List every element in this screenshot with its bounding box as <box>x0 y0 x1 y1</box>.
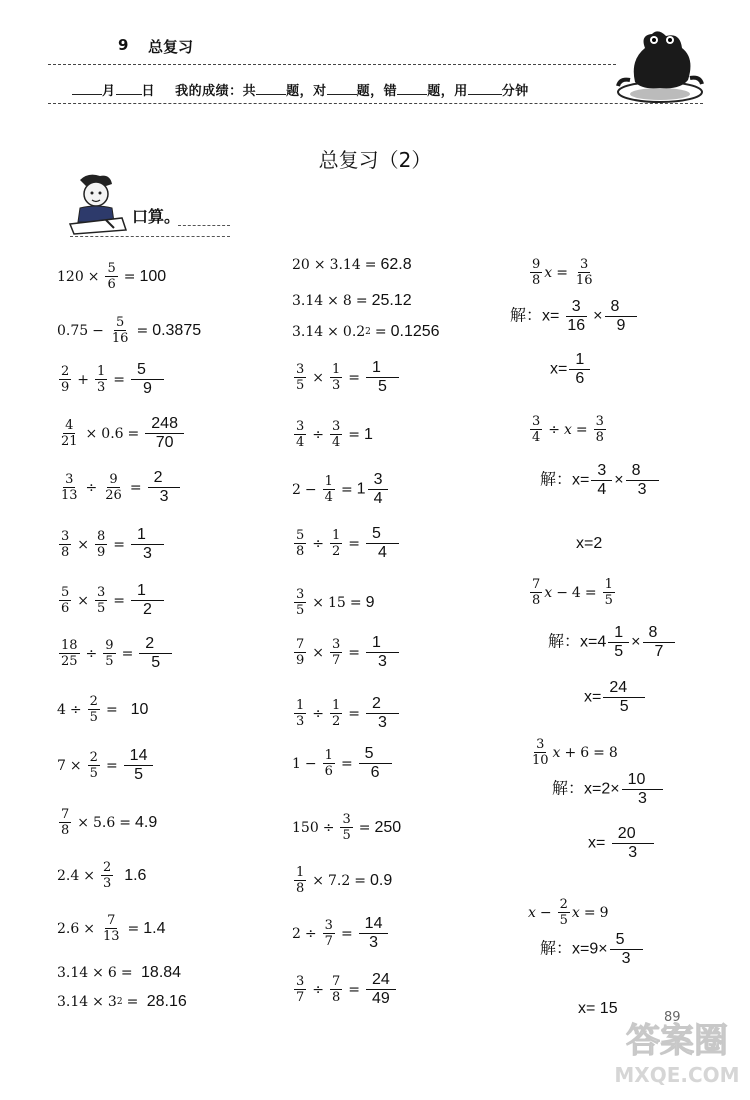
section-label-oral-calc: 口算。 <box>132 207 181 226</box>
eq2-result <box>576 536 602 552</box>
answer: 18.84 <box>141 964 182 981</box>
score-prefix: 我的成绩：共 <box>175 84 257 99</box>
score-correct-label: 题，对 <box>286 84 327 99</box>
col1-problem-10: 7 × $\frac{2}{5}$ = $\frac{14}{5}$ <box>57 748 155 783</box>
col1-problem-12: 2.4 × $\frac{2}{3}$ 1.6 <box>57 860 147 891</box>
eq3-equation: $\frac{7}{8}$ x − 4 = $\frac{1}{5}$ <box>532 577 613 608</box>
page-title: 总复习（2） <box>318 148 432 172</box>
answer: 1.6 <box>124 866 147 884</box>
answer: 0.9 <box>370 871 393 889</box>
solve-label: 解： <box>552 780 585 798</box>
col1-problem-3: $\frac{2}{9}$ + $\frac{1}{3}$ = $\frac{5}{9}$ <box>57 362 166 397</box>
col2-problem-14: 2 ÷ $\frac{3}{7}$ = $\frac{14}{3}$ <box>292 916 390 951</box>
answer: 1.4 <box>143 919 166 937</box>
solve-label: 解： <box>540 471 573 489</box>
eq4-step: 解：x=2× $\frac{10}{3}$ <box>552 772 665 807</box>
col2-problem-3: 3.14 × 0.2 2 = 0.1256 <box>292 323 440 340</box>
eq2-equation: $\frac{3}{4}$ ÷ x = $\frac{3}{8}$ <box>532 414 604 445</box>
eq1-equation: $\frac{9}{8}$ x = $\frac{3}{16}$ <box>532 257 593 288</box>
col1-problem-15: 3.14 × 3 2 = 28.16 <box>57 993 187 1010</box>
answer: 0.3875 <box>152 321 202 339</box>
eq5-result: x= 15 <box>578 1000 618 1017</box>
answer: 100 <box>139 267 167 285</box>
svg-text:答案圈: 答案圈 <box>626 1021 728 1061</box>
answer: 9 <box>365 593 375 611</box>
col1-problem-5: $\frac{3}{13}$ ÷ $\frac{9}{26}$ = $\frac{2}{3}$ <box>57 470 182 505</box>
eq5-equation: x − $\frac{2}{5}$ x = 9 <box>528 897 609 928</box>
answer: 62.8 <box>380 256 412 273</box>
eq2-result-text: x=2 <box>576 535 603 552</box>
watermark-logo <box>612 1010 742 1092</box>
section-underline <box>70 236 230 237</box>
solve-label: 解： <box>510 307 543 325</box>
chapter-title: 总复习 <box>148 38 194 56</box>
eq4-equation: $\frac{3}{10}$ x + 6 = 8 <box>532 737 618 768</box>
col2-problem-2: 3.14 × 8 = 25.12 <box>292 292 412 309</box>
col2-problem-12: 150 ÷ $\frac{3}{5}$ = 250 <box>292 812 402 843</box>
answer: 28.16 <box>146 993 187 1010</box>
eq1-step: 解：x= $\frac{3}{16}$ × $\frac{8}{9}$ <box>510 299 639 334</box>
col1-problem-9: 4 ÷ $\frac{2}{5}$ = 10 <box>57 694 149 725</box>
answer: 1 <box>364 425 373 443</box>
score-line <box>72 80 529 99</box>
eq4-result: x= $\frac{20}{3}$ <box>588 826 656 861</box>
solve-label: 解： <box>540 940 573 958</box>
col1-problem-8: $\frac{18}{25}$ ÷ $\frac{9}{5}$ = $\frac{2}{5}$ <box>57 636 174 671</box>
eq5-step: 解：x=9× $\frac{5}{3}$ <box>540 932 645 967</box>
answer: 250 <box>374 818 402 836</box>
header-dashed-rule <box>48 64 616 65</box>
header-bottom-rule <box>48 103 703 104</box>
col1-problem-7: $\frac{5}{6}$ × $\frac{3}{5}$ = $\frac{1}{2}$ <box>57 583 166 618</box>
chapter-number: 9 <box>118 36 129 54</box>
score-wrong-label: 题，错 <box>356 84 398 99</box>
col2-problem-9: $\frac{7}{9}$ × $\frac{3}{7}$ = $\frac{1}{3}$ <box>292 635 401 670</box>
eq2-step: 解：x= $\frac{3}{4}$ × $\frac{8}{3}$ <box>540 463 661 498</box>
col1-problem-6: $\frac{3}{8}$ × $\frac{8}{9}$ = $\frac{1}{3}$ <box>57 527 166 562</box>
col2-problem-5: $\frac{3}{4}$ ÷ $\frac{3}{4}$ = 1 <box>296 419 373 450</box>
solve-label: 解： <box>548 633 581 651</box>
score-time-label: 题，用 <box>427 84 468 99</box>
col1-problem-13: 2.6 × $\frac{7}{13}$ = 1.4 <box>57 913 166 944</box>
answer: 0.1256 <box>390 323 440 340</box>
col2-problem-7: $\frac{5}{8}$ ÷ $\frac{1}{2}$ = $\frac{5}{4}$ <box>292 526 401 561</box>
col1-problem-14: 3.14 × 6 = 18.84 <box>57 964 182 981</box>
col2-problem-6: 2 − $\frac{1}{4}$ = 1 $\frac{3}{4}$ <box>292 472 390 507</box>
boy-writing-icon <box>66 172 128 238</box>
col2-problem-4: $\frac{3}{5}$ × $\frac{1}{3}$ = $\frac{1}{5}$ <box>292 360 401 395</box>
col2-problem-10: $\frac{1}{3}$ ÷ $\frac{1}{2}$ = $\frac{2}{3}$ <box>292 696 401 731</box>
col1-problem-11: $\frac{7}{8}$ × 5.6 = 4.9 <box>61 807 158 838</box>
section-dashed-line <box>178 225 230 226</box>
col2-problem-1: 20 × 3.14 = 62.8 <box>292 256 412 273</box>
score-minutes-label: 分钟 <box>501 84 529 99</box>
col2-problem-15: $\frac{3}{7}$ ÷ $\frac{7}{8}$ = $\frac{24}{49}$ <box>292 972 398 1007</box>
svg-text:MXQE.COM: MXQE.COM <box>614 1063 740 1087</box>
score-day: 日 <box>141 84 156 99</box>
page-number: 89 <box>664 1010 681 1025</box>
col2-problem-8: $\frac{3}{5}$ × 15 = 9 <box>296 587 375 618</box>
col2-problem-11: 1 − $\frac{1}{6}$ = $\frac{5}{6}$ <box>292 746 394 781</box>
col1-problem-2: 0.75 − $\frac{5}{16}$ = 0.3875 <box>57 315 202 346</box>
frog-mascot-icon <box>610 20 705 110</box>
answer: 25.12 <box>371 292 412 309</box>
col2-problem-13: $\frac{1}{8}$ × 7.2 = 0.9 <box>296 865 393 896</box>
eq3-result: x= $\frac{24}{5}$ <box>584 680 647 715</box>
col1-problem-4: $\frac{4}{21}$ × 0.6 = $\frac{248}{70}$ <box>57 416 186 451</box>
eq1-result: x= $\frac{1}{6}$ <box>550 352 592 387</box>
score-month: 月 <box>102 84 116 99</box>
col1-problem-1: 120 × $\frac{5}{6}$ = 100 <box>57 261 167 292</box>
answer: 4.9 <box>135 813 158 831</box>
answer: 10 <box>130 700 149 718</box>
eq3-step: 解：x=4 $\frac{1}{5}$ × $\frac{8}{7}$ <box>548 625 677 660</box>
